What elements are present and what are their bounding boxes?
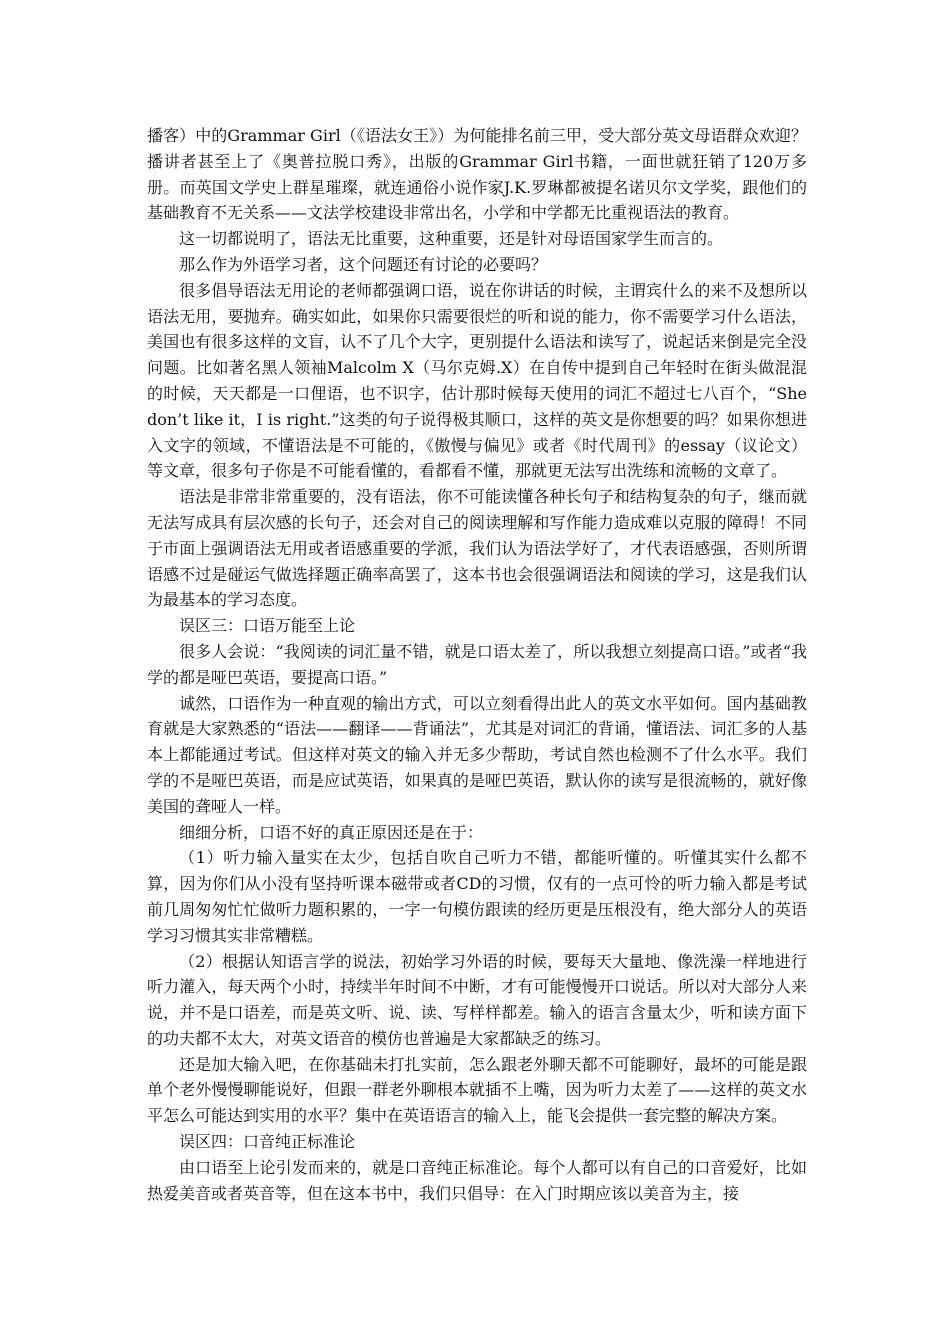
paragraph-increase-input: 还是加大输入吧，在你基础未打扎实前，怎么跟老外聊天都不可能聊好，最坏的可能是跟单个老外慢慢聊能说好，但跟一群老外聊根本就插不上嘴，因为听力太差了——这样的英文水平怎么可能达到实用的水平？集中在英语语言的输入上，能飞会提供一套完整的解决方案。	[147, 1054, 807, 1126]
section-heading-misconception-3: 误区三：口语万能至上论	[179, 616, 356, 636]
paragraph-people-say: 很多人会说：“我阅读的词汇量不错，就是口语太差了，所以我想立刻提高口语。”或者“我学的都是哑巴英语，要提高口语。”	[147, 641, 807, 687]
paragraph-analysis-intro: 细细分析，口语不好的真正原因还是在于：	[179, 822, 484, 842]
paragraph-oral-argument: 很多倡导语法无用论的老师都强调口语，说在你讲话的时候，主谓宾什么的来不及想所以语法无用，要抛弃。确实如此，如果你只需要很烂的听和说的能力，你不需要学习什么语法，美国也有很多这样的文盲，认不了几个大字，更别提什么语法和读写了，说起话来倒是完全没问题。比如著名黑人领袖Malcolm X（马尔克姆.X）在自传中提到自己年轻时在街头做混混的时候，天天都是一口俚语，也不识字，估计那时候每天使用的词汇不超过七八百个，“She don’t like it，I is right.”这类的句子说得极其顺口，这样的英文是你想要的吗？如果你想进入文字的领域，不懂语法是不可能的，《傲慢与偏见》或者《时代周刊》的essay（议论文）等文章，很多句子你是不可能看懂的，看都看不懂，那就更无法写出洗练和流畅的文章了。	[147, 280, 807, 481]
paragraph-reason-1: （1）听力输入量实在太少，包括自吹自己听力不错，都能听懂的。听懂其实什么都不算，因为你们从小没有坚持听课本磁带或者CD的习惯，仅有的一点可怜的听力输入都是考试前几周匆匆忙忙做听力题积累的，一字一句模仿跟读的经历更是压根没有，绝大部分人的英语学习习惯其实非常糟糕。	[147, 848, 807, 945]
section-heading-misconception-4: 误区四：口音纯正标准论	[179, 1132, 356, 1152]
paragraph-grammar-girl: 播客）中的Grammar Girl（《语法女王》）为何能排名前三甲，受大部分英文母语群众欢迎？播讲者甚至上了《奥普拉脱口秀》，出版的Grammar Girl书籍，一面世就狂销了120万多册。而英国文学史上群星璀璨，就连通俗小说作家J.K.罗琳都被提名诺贝尔文学奖，跟他们的基础教育不无关系——文法学校建设非常出名，小学和中学都无比重视语法的教育。	[147, 126, 807, 223]
paragraph-grammar-importance: 这一切都说明了，语法无比重要，这种重要，还是针对母语国家学生而言的。	[179, 229, 724, 249]
paragraph-accent: 由口语至上论引发而来的，就是口音纯正标准论。每个人都可以有自己的口音爱好，比如热爱美音或者英音等，但在这本书中，我们只倡导：在入门时期应该以美音为主，接	[147, 1157, 807, 1203]
paragraph-grammar-essential: 语法是非常非常重要的，没有语法，你不可能读懂各种长句子和结构复杂的句子，继而就无法写成具有层次感的长句子，还会对自己的阅读理解和写作能力造成难以克服的障碍！不同于市面上强调语法无用或者语感重要的学派，我们认为语法学好了，才代表语感强，否则所谓语感不过是碰运气做选择题正确率高罢了，这本书也会很强调语法和阅读的学习，这是我们认为最基本的学习态度。	[147, 487, 807, 610]
paragraph-oral-output: 诚然，口语作为一种直观的输出方式，可以立刻看得出此人的英文水平如何。国内基础教育就是大家熟悉的“语法——翻译——背诵法”，尤其是对词汇的背诵，懂语法、词汇多的人基本上都能通过考试。但这样对英文的输入并无多少帮助，考试自然也检测不了什么水平。我们学的不是哑巴英语，而是应试英语，如果真的是哑巴英语，默认你的读写是很流畅的，就好像美国的聋哑人一样。	[147, 693, 807, 816]
document-body	[147, 123, 807, 1206]
paragraph-reason-2: （2）根据认知语言学的说法，初始学习外语的时候，要每天大量地、像洗澡一样地进行听力灌入，每天两个小时，持续半年时间不中断，才有可能慢慢开口说话。所以对大部分人来说，并不是口语差，而是英文听、说、读、写样样都差。输入的语言含量太少，听和读方面下的功夫都不太大，对英文语音的模仿也普遍是大家都缺乏的练习。	[147, 951, 807, 1048]
paragraph-question: 那么作为外语学习者，这个问题还有讨论的必要吗？	[179, 254, 548, 274]
